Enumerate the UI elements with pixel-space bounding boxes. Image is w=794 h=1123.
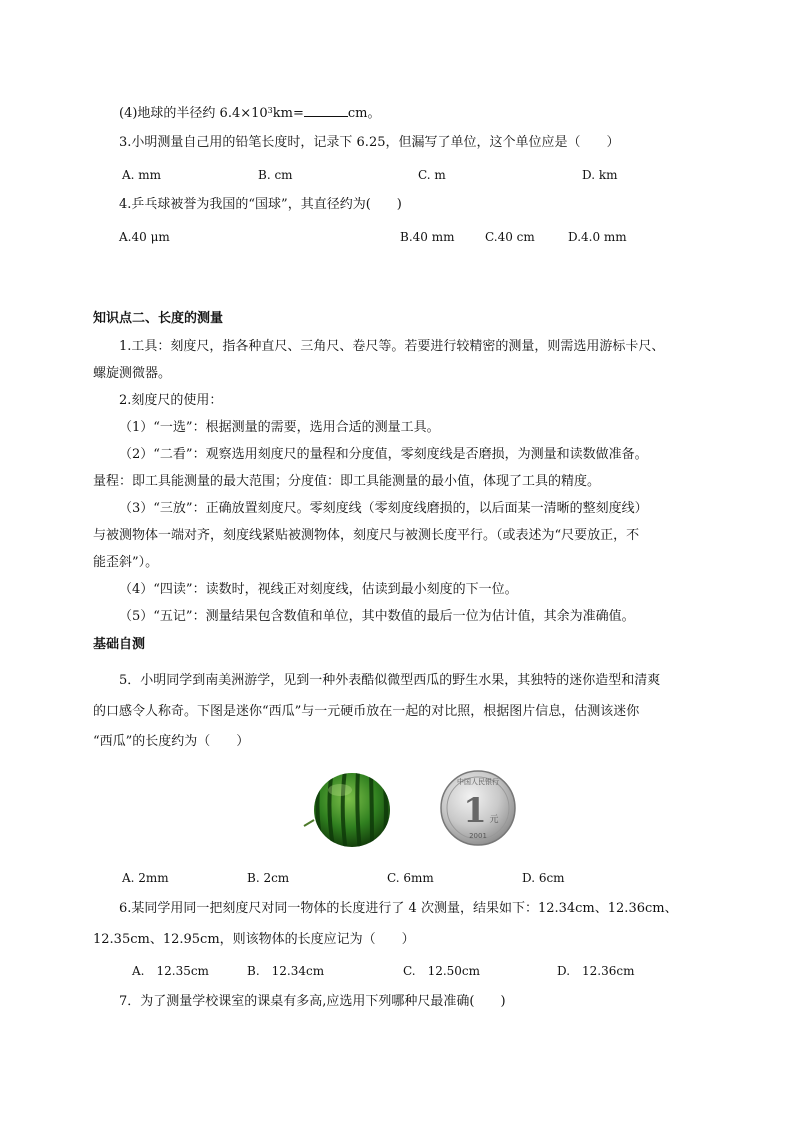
tools-paragraph-line-1: 1.工具：刻度尺，指各种直尺、三角尺、卷尺等。若要进行较精密的测量，则需选用游标卡尺、	[119, 339, 665, 354]
step-2-line-2: 量程：即工具能测量的最大范围；分度值：即工具能测量的最小值，体现了工具的精度。	[93, 474, 601, 489]
q-part4-prefix: (4)地球的半径约 6.4×10	[119, 106, 268, 121]
q3-option-a[interactable]: A. mm	[122, 168, 162, 182]
step-3-line-2: 与被测物体一端对齐，刻度线紧贴被测物体，刻度尺与被测长度平行。（或表述为“尺要放正，不	[93, 528, 640, 543]
q-part4-exponent: 3	[267, 106, 273, 115]
answer-blank[interactable]	[304, 104, 348, 117]
q-part4	[119, 104, 380, 123]
step-3-line-3: 能歪斜”）。	[93, 555, 159, 570]
photo-svg	[300, 764, 540, 854]
step-2-line-1: （2）“二看”：观察选用刻度尺的量程和分度值，零刻度线是否磨损，为测量和读数做准备。	[119, 447, 648, 462]
q3-option-d[interactable]: D. km	[582, 168, 618, 182]
step-1: （1）“一选”：根据测量的需要，选用合适的测量工具。	[119, 420, 440, 435]
question-6-line-1: 6.某同学用同一把刻度尺对同一物体的长度进行了 4 次测量，结果如下：12.34cm、12.36cm、	[119, 901, 678, 916]
watermelon	[304, 770, 390, 852]
section-title: 知识点二、长度的测量	[93, 311, 224, 326]
question-3: 3.小明测量自己用的铅笔长度时，记录下 6.25，但漏写了单位，这个单位应是（ ）	[119, 135, 620, 150]
self-test-title: 基础自测	[93, 637, 146, 652]
step-4: （4）“四读”：读数时，视线正对刻度线，估读到最小刻度的下一位。	[119, 582, 518, 597]
question-6-line-2: 12.35cm、12.95cm，则该物体的长度应记为（ ）	[93, 932, 415, 947]
q4-option-d[interactable]: D.4.0 mm	[568, 230, 627, 244]
step-5: （5）“五记”：测量结果包含数值和单位，其中数值的最后一位为估计值，其余为准确值。	[119, 609, 635, 624]
q4-option-c[interactable]: C.40 cm	[485, 230, 535, 244]
q4-option-b[interactable]: B.40 mm	[400, 230, 455, 244]
q5-option-d[interactable]: D. 6cm	[522, 871, 565, 885]
question-5-line-2: 的口感令人称奇。下图是迷你“西瓜”与一元硬币放在一起的对比照，根据图片信息，估测该迷你	[93, 704, 640, 719]
coin-top-text: 中国人民银行	[457, 778, 499, 786]
q5-option-c[interactable]: C. 6mm	[387, 871, 434, 885]
question-4: 4.乒乓球被誉为我国的“国球”，其直径约为( )	[119, 197, 402, 212]
question-7: 7．为了测量学校课室的课桌有多高,应选用下列哪种尺最准确( )	[119, 994, 506, 1009]
coin-unit: 元	[489, 815, 499, 825]
q6-option-b[interactable]: B. 12.34cm	[247, 964, 325, 978]
step-3-line-1: （3）“三放”：正确放置刻度尺。零刻度线（零刻度线磨损的，以后面某一清晰的整刻度线）	[119, 501, 648, 516]
q5-option-a[interactable]: A. 2mm	[122, 871, 169, 885]
q-part4-unit: cm。	[347, 106, 381, 121]
coin-numeral: 1	[463, 791, 487, 831]
q3-option-b[interactable]: B. cm	[258, 168, 293, 182]
question-5-line-1: 5．小明同学到南美洲游学，见到一种外表酷似微型西瓜的野生水果，其独特的迷你造型和清爽	[119, 673, 661, 688]
q6-option-d[interactable]: D. 12.36cm	[557, 964, 635, 978]
watermelon-coin-photo	[300, 764, 540, 854]
tools-paragraph-line-2: 螺旋测微器。	[93, 366, 172, 381]
q6-option-a[interactable]: A. 12.35cm	[132, 964, 209, 978]
q4-option-a[interactable]: A.40 μm	[119, 230, 170, 244]
coin-year: 2001	[469, 832, 487, 840]
question-5-line-3: “西瓜”的长度约为（ ）	[93, 734, 250, 749]
q5-option-b[interactable]: B. 2cm	[247, 871, 290, 885]
ruler-usage-heading: 2.刻度尺的使用：	[119, 393, 223, 408]
q3-option-c[interactable]: C. m	[418, 168, 446, 182]
coin	[441, 771, 515, 845]
q6-option-c[interactable]: C. 12.50cm	[403, 964, 481, 978]
q-part4-suffix: km=	[272, 106, 304, 121]
